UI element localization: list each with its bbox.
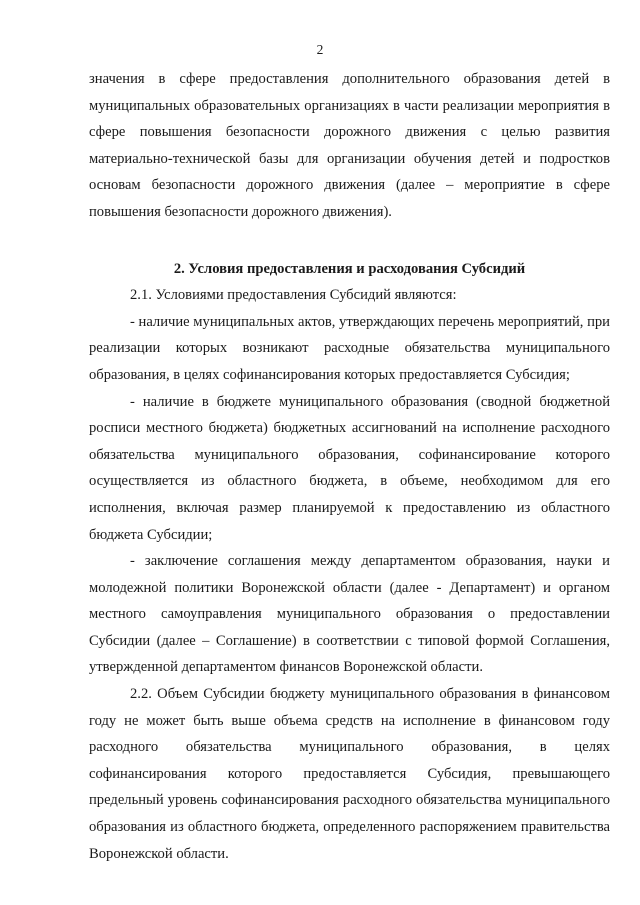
intro-paragraph: значения в сфере предоставления дополнительного образования детей в муниципальных образовательных организациях в части реализации мероприятия в сфере повышения безопасности дорожного движения с целью развития материально-технической базы для организации обучения детей и подростков основам безопасности дорожного движения (далее – мероприятие в сфере повышения безопасности дорожного движения).: [89, 71, 610, 220]
paragraph-condition-2: - наличие в бюджете муниципального образования (сводной бюджетной росписи местного бюджета) бюджетных ассигнований на исполнение расходного обязательства муниципального образования, софинансирование которого осуществляется из областного бюджета, в объеме, необходимом для его исполнения, включая размер планируемой к предоставлению из областного бюджета Субсидии;: [89, 393, 610, 543]
section-heading: 2. Условия предоставления и расходования Субсидий: [173, 260, 526, 277]
paragraph-condition-3: - заключение соглашения между департаментом образования, науки и молодежной политики Воронежской области (далее - Департамент) и органом местного самоуправления муниципального образования о предоставлении Субсидии (далее – Соглашение) в соответствии с типовой формой Соглашения, утвержденной департаментом финансов Воронежской области.: [89, 553, 610, 676]
paragraph-condition-1: - наличие муниципальных актов, утверждающих перечень мероприятий, при реализации которых возникают расходные обязательства муниципального образования, в целях софинансирования которых предоставляется Субсидия;: [89, 313, 610, 383]
paragraph-2-2: 2.2. Объем Субсидии бюджету муниципального образования в финансовом году не может быть выше объема средств на исполнение в финансовом году расходного обязательства муниципального образования, в целях софинансирования которого предоставляется Субсидия, превышающего предельный уровень софинансирования расходного обязательства муниципального образования из областного бюджета, определенного распоряжением правительства Воронежской области.: [89, 686, 610, 862]
page-number: 2: [316, 42, 324, 57]
document-body: [89, 66, 610, 867]
paragraph-2-1: 2.1. Условиями предоставления Субсидий являются:: [130, 287, 457, 304]
